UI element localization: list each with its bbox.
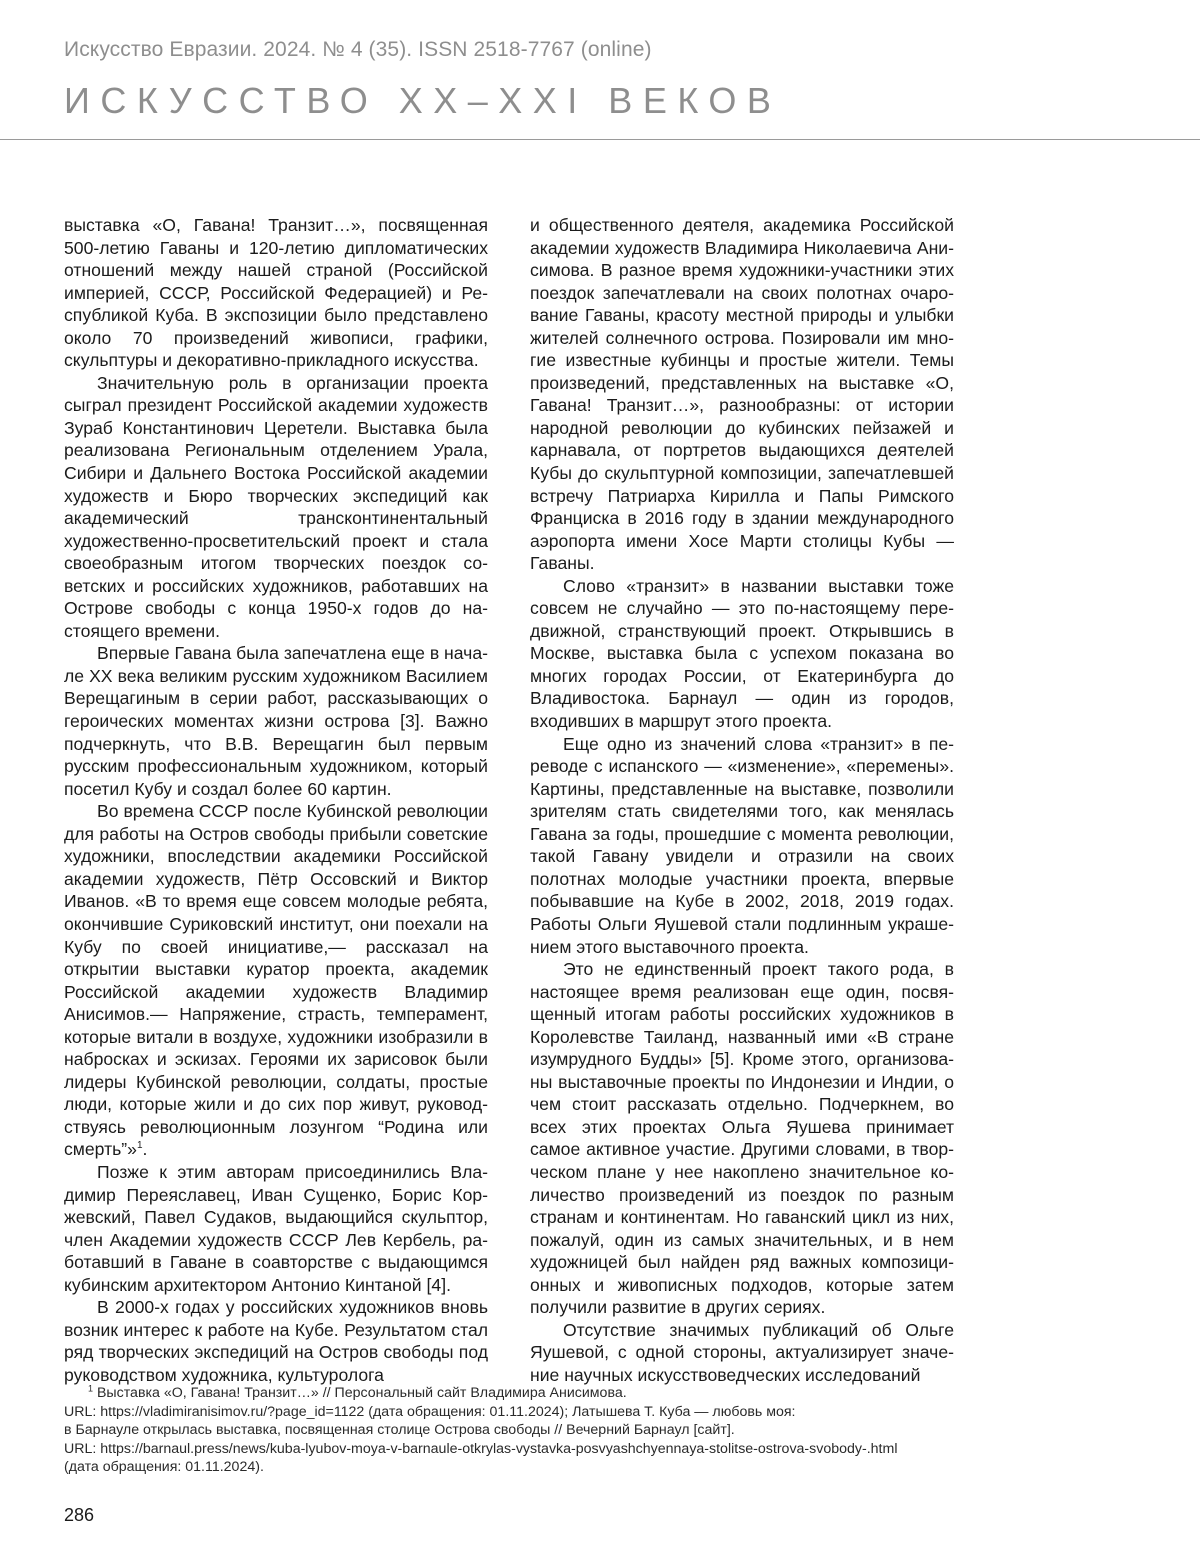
paragraph: и общественного деятеля, академика Российской академии художеств Владимира Николаевича Анисимова. В разное время художники-участники этих поездок запечатлевали на своих полотнах очарование Гаваны, красоту местной природы и улыбки жителей солнечного острова. Позировали им многие известные кубинцы и простые жители. Темы произведений, представленных на выставке «О, Гавана! Транзит…», разнообразны: от истории народной революции до кубинских пейзажей и карнавала, от портретов выдающихся деятелей Кубы до скульптурной композиции, запечатлевшей встречу Патриарха Кирилла и Папы Римского Франциска в 2016 году в здании международного аэропорта имени Хосе Марти столицы Кубы — Гаваны. <box>530 215 954 574</box>
footnote-line: в Барнауле открылась выставка, посвященная столице Острова свободы // Вечерний Барнаул [сайт]. <box>64 1422 735 1439</box>
paragraph: выставка «О, Гавана! Транзит…», посвященная 500-летию Гаваны и 120-летию дипломатических отношений между нашей страной (Российской империей, СССР, Российской Федерацией) и Республикой Куба. В экспозиции было представлено около 70 произведений живописи, графики, скульптуры и декоративно-прикладного искусства. <box>64 215 488 371</box>
paragraph: Позже к этим авторам присоединились Владимир Переяславец, Иван Сущенко, Борис Коржевский, Павел Судаков, выдающийся скульптор, член Академии художеств СССР Лев Кербель, работавший в Гаване в соавторстве с выдающимся кубинским архитектором Антонио Кинтаной [4]. <box>64 1161 488 1295</box>
footnote-text: Выставка «О, Гавана! Транзит…» // Персональный сайт Владимира Анисимова. <box>96 1385 627 1401</box>
footnote-line: URL: https://vladimiranisimov.ru/?page_id=1122 (дата обращения: 01.11.2024); Латышева Т. Куба — любовь моя: <box>64 1403 796 1420</box>
right-column <box>530 214 954 1386</box>
paragraph: Еще одно из значений слова «транзит» в переводе с испанского — «изменение», «перемены». Картины, представленные на выставке, позволили зрителям стать свидетелями того, как менялась Гавана за годы, прошедшие с момента революции, такой Гавану увидели и отразили на своих полотнах молодые участники проекта, впервые побывавшие на Кубе в 2002, 2018, 2019 годах. Работы Ольги Яушевой стали подлинным украшением этого выставочного проекта. <box>530 733 954 957</box>
footnote-line <box>64 1384 1144 1403</box>
footnotes <box>64 1384 1144 1477</box>
paragraph: Впервые Гавана была запечатлена еще в начале XX века великим русским художником Василием Верещагиным в серии работ, рассказывающих о героических моментах жизни острова [3]. Важно подчеркнуть, что В.В. Верещагин был первым русским профессиональным художником, который посетил Кубу и создал более 60 картин. <box>64 643 488 799</box>
footnote-line: (дата обращения: 01.11.2024). <box>64 1459 264 1476</box>
paragraph: В 2000-х годах у российских художников вновь возник интерес к работе на Кубе. Результатом стал ряд творческих экспедиций на Остров свободы под руководством художника, культуролога <box>64 1297 488 1385</box>
footnote-marker: 1 <box>88 1383 94 1394</box>
paragraph: Во времена СССР после Кубинской революции для работы на Остров свободы прибыли советские художники, впоследствии академики Российской академии художеств, Пётр Оссовский и Виктор Иванов. «В то время еще совсем молодые ребята, окончившие Суриковский институт, они поехали на Кубу по своей инициативе,— рассказал на открытии выставки куратор проекта, академик Российской академии художеств Владимир Анисимов.— Напряжение, страсть, темперамент, которые витали в воздухе, художники изобразили в набросках и эскизах. Героями их зарисовок были лидеры Кубинской революции, солдаты, простые люди, которые жили и до сих пор живут, руководствуясь революционным лозунгом “Родина или смерть”»$^1$. <box>64 801 488 1160</box>
header-divider <box>0 139 1200 140</box>
section-title: ИСКУССТВО XX–XXI ВЕКОВ <box>64 80 782 121</box>
paragraph: Значительную роль в организации проекта сыграл президент Российской академии художеств Зураб Константинович Церетели. Выставка была реализована Региональным отделением Урала, Сибири и Дальнего Востока Российской академии художеств и Бюро творческих экспедиций как академический трансконтинентальный художественно-просветительский проект и стала своеобразным итогом творческих поездок советских и российских художников, работавших на Острове свободы с конца 1950-х годов до настоящего времени. <box>64 372 488 641</box>
paragraph: Это не единственный проект такого рода, в настоящее время реализован еще один, посвященный итогам работы российских художников в Королевстве Таиланд, названный ими «В стране изумрудного Будды» [5]. Кроме этого, организованы выставочные проекты по Индонезии и Индии, о чем стоит рассказать отдельно. Подчеркнем, во всех этих проектах Ольга Яушева принимает самое активное участие. Другими словами, в творческом плане у нее накоплено значительное количество произведений из поездок по разным странам и континентам. Но гаванский цикл из них, пожалуй, один из самых значительных, и в нем художницей был найден ряд важных композиционных и живописных подходов, которые затем получили развитие в других сериях. <box>530 959 954 1318</box>
paragraph: Слово «транзит» в названии выставки тоже совсем не случайно — это по-настоящему передвижной, странствующий проект. Открывшись в Москве, выставка была с успехом показана во многих городах России, от Екатеринбурга до Владивостока. Барнаул — один из городов, входивших в маршрут этого проекта. <box>530 575 954 732</box>
page-number: 286 <box>64 1505 95 1525</box>
left-column <box>64 214 488 1386</box>
footnote-line: URL: https://barnaul.press/news/kuba-lyubov-moya-v-barnaule-otkrylas-vystavka-posvyashchyennaya-stolitse-ostrova-svobody-.html <box>64 1440 898 1457</box>
paragraph-text: Во времена СССР после Кубинской революции для работы на Остров свободы прибыли советские художники, впоследствии академики Российской академии художеств, Пётр Оссовский и Виктор Иванов. «В то время еще совсем молодые ребята, окончившие Суриковский институт, они поехали на Кубу по своей инициативе,— рассказал на открытии выставки куратор проекта, академик Российской академии художеств Владимир Анисимов.— Напряжение, страсть, темперамент, которые витали в воздухе, художники изобразили в набросках и эскизах. Героями их зарисовок были лидеры Кубинской революции, солдаты, простые люди, которые жили и до сих пор живут, руководствуясь революционным лозунгом “Родина или смерть”» <box>64 801 488 1160</box>
paragraph: Отсутствие значимых публикаций об Ольге Яушевой, с одной стороны, актуализирует значение научных искусствоведческих исследований <box>530 1319 954 1385</box>
journal-citation: Искусство Евразии. 2024. № 4 (35). ISSN 2518-7767 (online) <box>64 38 652 61</box>
footnote-ref[interactable]: 1 <box>136 1140 143 1152</box>
